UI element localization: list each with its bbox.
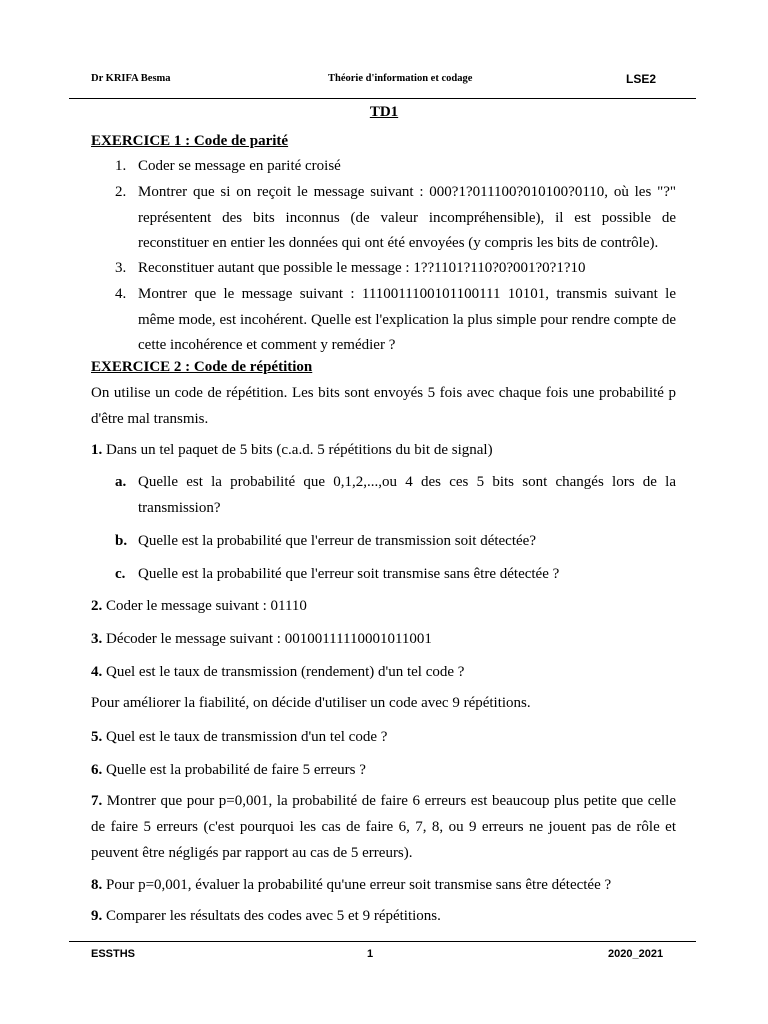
ex2-sub-b-label: b. bbox=[115, 533, 128, 549]
ex1-item-4: Montrer que le message suivant : 1110011100101100111 10101, transmis suivant le même mode, est incohérent. Quelle est l'explication la plus simple pour rendre compte de cette incohérence et comment y remédier ? bbox=[138, 286, 676, 353]
ex2-note: Pour améliorer la fiabilité, on décide d'utiliser un code avec 9 répétitions. bbox=[91, 695, 531, 711]
exercise1-title: EXERCICE 1 : Code de parité bbox=[91, 133, 289, 149]
ex2-question-9: 9. Comparer les résultats des codes avec 5 et 9 répétitions. bbox=[91, 908, 441, 924]
header-author: Dr KRIFA Besma bbox=[91, 73, 171, 84]
exercise2-title: EXERCICE 2 : Code de répétition bbox=[91, 359, 313, 375]
ex1-item-3: Reconstituer autant que possible le message : 1??1101?110?0?001?0?1?10 bbox=[138, 260, 586, 276]
ex2-sub-a: Quelle est la probabilité que 0,1,2,...,ou 4 des ces 5 bits sont changés lors de la transmission? bbox=[138, 474, 676, 516]
ex2-question-3: 3. Décoder le message suivant : 00100111110001011001 bbox=[91, 631, 432, 647]
page-title: TD1 bbox=[369, 104, 399, 120]
ex2-question-6: 6. Quelle est la probabilité de faire 5 erreurs ? bbox=[91, 762, 366, 778]
header-course: Théorie d'information et codage bbox=[328, 73, 473, 84]
ex1-item-1: Coder se message en parité croisé bbox=[138, 158, 341, 174]
ex1-item-4-num: 4. bbox=[115, 286, 127, 302]
ex2-sub-b: Quelle est la probabilité que l'erreur de transmission soit détectée? bbox=[138, 533, 536, 549]
header-divider bbox=[69, 98, 696, 99]
ex2-question-8: 8. Pour p=0,001, évaluer la probabilité qu'une erreur soit transmise sans être détectée ? bbox=[91, 877, 612, 893]
ex2-question-5: 5. Quel est le taux de transmission d'un tel code ? bbox=[91, 729, 388, 745]
ex2-sub-c-label: c. bbox=[115, 566, 126, 582]
exercise2-intro: On utilise un code de répétition. Les bits sont envoyés 5 fois avec chaque fois une probabilité p d'être mal transmis. bbox=[91, 385, 676, 427]
ex2-sub-c: Quelle est la probabilité que l'erreur soit transmise sans être détectée ? bbox=[138, 566, 560, 582]
ex2-question-1: 1. Dans un tel paquet de 5 bits (c.a.d. 5 répétitions du bit de signal) bbox=[91, 442, 493, 458]
ex2-question-4: 4. Quel est le taux de transmission (rendement) d'un tel code ? bbox=[91, 664, 465, 680]
ex2-question-7: 7. Montrer que pour p=0,001, la probabilité de faire 6 erreurs est beaucoup plus petite que celle de faire 5 erreurs (c'est pourquoi les cas de faire 6, 7, 8, ou 9 erreurs ne jouent pas de rôle et peuvent être négligés par rapport au cas de 5 erreurs). bbox=[91, 793, 676, 861]
footer-divider bbox=[69, 941, 696, 942]
footer-year: 2020_2021 bbox=[608, 948, 664, 960]
ex1-item-1-num: 1. bbox=[115, 158, 127, 174]
ex1-item-3-num: 3. bbox=[115, 260, 127, 276]
ex1-item-2: Montrer que si on reçoit le message suivant : 000?1?011100?010100?0110, où les "?" représentent des bits inconnus (de valeur incompréhensible), il est possible de reconstituer en entier les données qui ont été envoyées (y compris les bits de contrôle). bbox=[138, 184, 676, 251]
footer-school: ESSTHS bbox=[91, 948, 136, 960]
ex2-sub-a-label: a. bbox=[115, 474, 127, 490]
ex2-question-2: 2. Coder le message suivant : 01110 bbox=[91, 598, 307, 614]
header-level: LSE2 bbox=[626, 72, 657, 86]
footer-page-number: 1 bbox=[367, 948, 374, 960]
ex1-item-2-num: 2. bbox=[115, 184, 127, 200]
